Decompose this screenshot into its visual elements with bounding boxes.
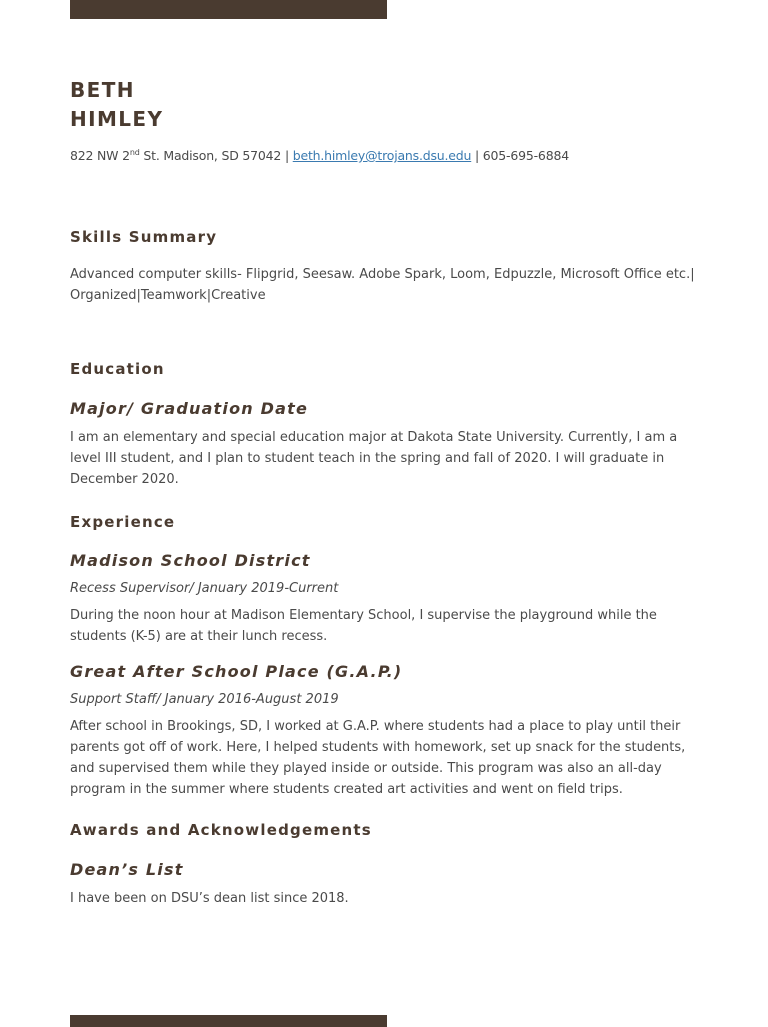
phone-number: 605-695-6884: [482, 148, 569, 163]
job-description: After school in Brookings, SD, I worked at G.A.P. where students had a place to play until their parents got off of work. Here, I helped students with homework, set up snack for the students, and supervised them while they played inside or outside. This program was also an all-day program in the summer where students created art activities and went on field trips.: [70, 719, 686, 797]
job-employer: Madison School District: [70, 551, 311, 570]
job-role: Recess Supervisor/ January 2019-Current: [70, 581, 339, 596]
job-description: During the noon hour at Madison Elementary School, I supervise the playground while the students (K-5) are at their lunch recess.: [70, 608, 657, 644]
top-decorative-bar: [70, 0, 387, 19]
skills-text: Advanced computer skills- Flipgrid, Seesaw. Adobe Spark, Loom, Edpuzzle, Microsoft Office etc.| Organized|Teamwork|Creative: [70, 267, 695, 303]
separator: |: [281, 148, 293, 163]
address-street: 822 NW 2: [70, 148, 130, 163]
last-name: HIMLEY: [70, 107, 164, 131]
resume-name: [70, 76, 163, 134]
job-employer: Great After School Place (G.A.P.): [70, 662, 403, 681]
first-name: BETH: [70, 78, 135, 102]
education-text: I am an elementary and special education major at Dakota State University. Currently, I am a level III student, and I plan to student teach in the spring and fall of 2020. I will graduate in December 2020.: [70, 430, 678, 487]
address-city: St. Madison, SD 57042: [139, 148, 282, 163]
bottom-decorative-bar: [70, 1015, 387, 1027]
education-heading: Education: [70, 360, 165, 378]
awards-heading: Awards and Acknowledgements: [70, 821, 372, 839]
address-ordinal: nd: [129, 148, 140, 157]
separator: |: [471, 148, 483, 163]
skills-heading: Skills Summary: [70, 228, 218, 246]
awards-subheading: Dean’s List: [70, 860, 184, 879]
experience-heading: Experience: [70, 513, 176, 531]
job-role: Support Staff/ January 2016-August 2019: [70, 692, 339, 707]
contact-line: [70, 147, 569, 165]
email-link[interactable]: beth.himley@trojans.dsu.edu: [292, 148, 472, 163]
awards-text: I have been on DSU’s dean list since 2018.: [70, 891, 349, 906]
education-subheading: Major/ Graduation Date: [70, 399, 309, 418]
